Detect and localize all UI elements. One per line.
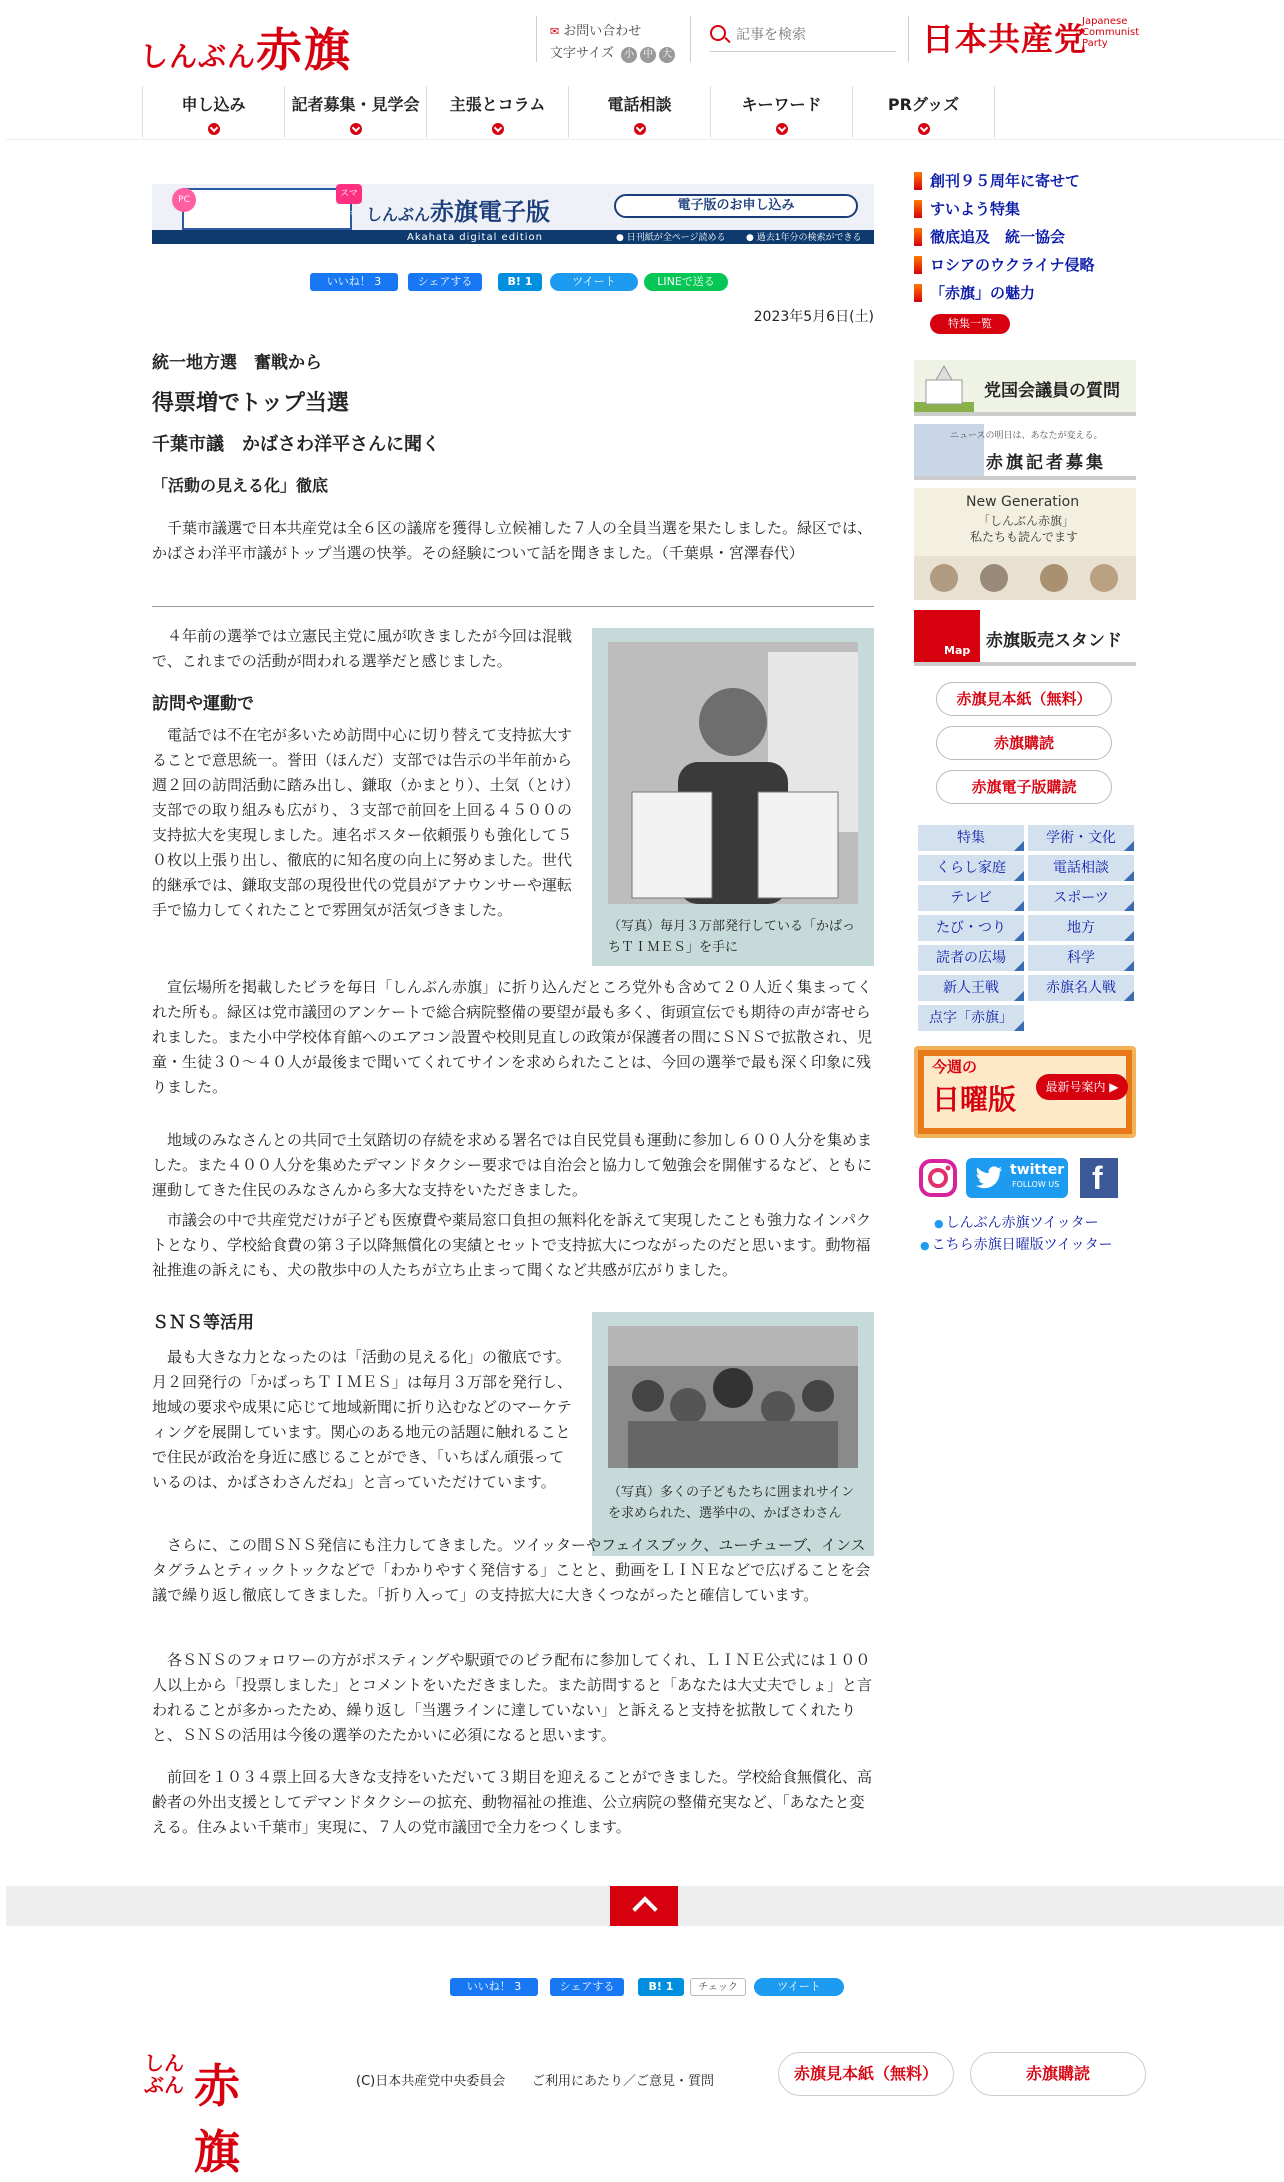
line-share-button[interactable]: LINEで送る: [644, 273, 728, 291]
font-size-selector: [550, 42, 675, 63]
chevron-down-icon: [350, 123, 362, 135]
banner-label: 党国会議員の質問: [984, 381, 1120, 401]
banner-subtitle: 私たちも読んでます: [970, 530, 1079, 544]
footer-subscribe-button[interactable]: 赤旗購読: [970, 2052, 1146, 2096]
photo-box: [592, 628, 874, 966]
facebook-icon[interactable]: f: [1080, 1158, 1118, 1198]
header-divider: [908, 16, 909, 62]
digital-subscribe-side-button[interactable]: 赤旗電子版購読: [936, 770, 1112, 804]
chevron-down-icon: [918, 123, 930, 135]
category-sports[interactable]: スポーツ: [1028, 885, 1134, 911]
banner-note: ● 日刊紙が全ページ読める: [616, 233, 726, 243]
mail-icon: ✉: [550, 25, 560, 38]
nav-label: 申し込み: [181, 95, 246, 114]
smartphone-badge: スマホ: [336, 184, 362, 204]
sidebar-link-unification-church[interactable]: 徹底追及 統一協会: [914, 226, 1065, 250]
search-box: [710, 22, 896, 52]
party-name-en: Japanese Communist Party: [1082, 16, 1140, 49]
category-household[interactable]: くらし家庭: [918, 855, 1024, 881]
nav-item-phone-consult[interactable]: [568, 86, 710, 138]
chevron-down-icon: [492, 123, 504, 135]
pc-badge: PC: [172, 188, 196, 212]
hatena-bookmark-button[interactable]: B! 1: [498, 273, 542, 291]
contact-link[interactable]: [550, 20, 641, 39]
mixi-check-button[interactable]: チェック: [690, 1978, 746, 1996]
banner-title: しんぶん赤旗電子版: [366, 198, 551, 226]
article-subhead-2: 「活動の見える化」徹底: [152, 476, 329, 495]
photo-caption: （写真）多くの子どもたちに囲まれサインを求められた、選挙中の、かばさわさん: [608, 1485, 855, 1521]
logo-big-text: 赤旗: [194, 2059, 240, 2179]
device-illustration: [182, 188, 352, 230]
nav-divider: [994, 86, 995, 138]
category-shinjin-oh[interactable]: 新人王戦: [918, 975, 1024, 1001]
digital-subscribe-button[interactable]: 電子版のお申し込み: [614, 194, 858, 218]
section-heading: ＳＮＳ等活用: [152, 1313, 254, 1333]
article-paragraph: 各ＳＮＳのフォロワーの方がポスティングや駅頭でのビラ配布に参加してくれ、ＬＩＮＥ公式には１００人以上から「投票しました」とコメントをいただきました。また訪問すると「あなたは大丈夫でしょ」と言われることが多かったため、繰り返し「当選ラインに達していない」と訴えると支持を拡散してくれたりと、ＳＮＳの活用は今後の選挙のたたかいに必須になると思います。: [152, 1651, 873, 1744]
sidebar-link-wednesday[interactable]: すいよう特集: [914, 198, 1020, 222]
article-subhead: 千葉市議 かばさわ洋平さんに聞く: [152, 434, 440, 455]
reporter-recruit-banner[interactable]: [914, 424, 1136, 480]
nav-item-keywords[interactable]: [710, 86, 852, 138]
banner-note: ● 過去1年分の検索ができる: [746, 233, 862, 243]
sales-stand-banner[interactable]: [914, 610, 1136, 666]
nav-label: PRグッズ: [887, 95, 960, 114]
photo-box: [592, 1312, 874, 1556]
akahata-twitter-link[interactable]: ● しんぶん赤旗ツイッター: [934, 1212, 1099, 1232]
contact-label: お問い合わせ: [563, 24, 642, 39]
article-paragraph: 宣伝場所を掲載したビラを毎日「しんぶん赤旗」に折り込んだところ党外も含めて２０人近く集まってくれた所も。緑区は党市議団のアンケートで総合病院整備の要望が最も多く、街頭宣伝でも期待の声が寄せられました。また小中学校体育館へのエアコン設置や校則見直しの政策が保護者の間にＳＮＳで拡散され、児童・生徒３０～４０人が最後まで聞いてくれてサインを求められたことは、今回の選挙で最も深く印象に残りました。: [152, 978, 873, 1096]
terms-link[interactable]: ご利用にあたり／ご意見・質問: [532, 2074, 715, 2089]
nav-item-recruit[interactable]: [284, 86, 426, 138]
site-header: [0, 0, 1284, 78]
article-paragraph: 電話では不在宅が多いため訪問中心に切り替えて支持拡大することで意思統一。誉田（ほんだ）支部では告示の半年前から週２回の訪問活動に踏み出し、鎌取（かまとり）、土気（とけ）支部での取り組みも広がり、３支部で前回を上回る４５００の支持拡大を実現しました。連名ポスター依頼張りも強化して５０枚以上張り出し、徹底的に知名度の向上に努めました。世代的継承では、鎌取支部の現役世代の党員がアナウンサーや運転手で協力してくれたことで雰囲気が活気づきました。: [152, 726, 573, 919]
sunday-title: 日曜版: [932, 1083, 1017, 1116]
logo-small-text: しんぶん: [144, 2051, 184, 2097]
article-date: 2023年5月6日(土): [753, 309, 874, 325]
nav-label: 電話相談: [607, 95, 672, 114]
readers-photos: [914, 556, 1136, 600]
chevron-down-icon: [634, 123, 646, 135]
sidebar-link-95th[interactable]: 創刊９５周年に寄せて: [914, 170, 1080, 194]
category-local[interactable]: 地方: [1028, 915, 1134, 941]
diet-questions-banner[interactable]: [914, 360, 1136, 416]
hatena-bookmark-button[interactable]: B! 1: [638, 1978, 684, 1996]
logo-big-text: 赤旗: [256, 23, 353, 77]
chevron-down-icon: [776, 123, 788, 135]
banner-tagline: ニュースの明日は、あなたが変える。: [950, 431, 1103, 441]
facebook-like-button[interactable]: いいね！ 3: [450, 1978, 538, 1996]
article-paragraph: さらに、この間ＳＮＳ発信にも注力してきました。ツイッターやフェイスブック、ユーチューブ、インスタグラムとティックトックなどで「わかりやすく発信する」ことと、動画をＬＩＮＥなどで広げることを会議で繰り返し徹底してきました。「折り入って」の支持拡大に大きくつながったと確信しています。: [152, 1536, 871, 1604]
category-academic-culture[interactable]: 学術・文化: [1028, 825, 1134, 851]
nav-bottom-line: [6, 139, 1284, 140]
back-to-top-button[interactable]: [610, 1886, 678, 1926]
diet-building-icon: [914, 360, 974, 416]
nav-item-pr-goods[interactable]: [852, 86, 994, 138]
new-generation-banner[interactable]: [914, 488, 1136, 600]
header-divider: [690, 16, 691, 62]
logo-small-text: しんぶん: [140, 40, 257, 73]
category-readers[interactable]: 読者の広場: [918, 945, 1024, 971]
article-paragraph: 最も大きな力となったのは「活動の見える化」の徹底です。月２回発行の「かばっちＴＩＭＥＳ」は毎月３万部を発行し、地域の要求や成果に応じて地域新聞に折り込むなどのマーケティングを展開しています。関心のある地元の話題に触れることで住民が政治を身近に感じることができ、「いちばん頑張っているのは、かばさわさんだね」と言っていただけています。: [152, 1348, 573, 1491]
article-paragraph: 前回を１０３４票上回る大きな支持をいただいて３期目を迎えることができました。学校給食無償化、高齢者の外出支援としてデマンドタクシーの拡充、動物福祉の推進、公立病院の整備充実など、「あなたと変える。住みよい千葉市」実現に、７人の党市議団で全力をつくします。: [152, 1768, 873, 1836]
category-travel-fishing[interactable]: たび・つり: [918, 915, 1024, 941]
category-feature[interactable]: 特集: [918, 825, 1024, 851]
latest-issue-button[interactable]: 最新号案内 ▶: [1036, 1074, 1128, 1100]
article-kicker: 統一地方選 奮戦から: [152, 353, 322, 373]
category-phone-consult[interactable]: 電話相談: [1028, 855, 1134, 881]
font-size-medium-button[interactable]: 中: [640, 47, 656, 63]
article-headline: 得票増でトップ当選: [152, 391, 349, 416]
instagram-icon[interactable]: [918, 1158, 958, 1198]
sample-paper-button[interactable]: 赤旗見本紙（無料）: [936, 682, 1112, 716]
party-logo[interactable]: [922, 14, 1140, 60]
banner-title: New Generation: [966, 494, 1080, 510]
tweet-button[interactable]: ツイート: [754, 1978, 844, 1996]
map-icon: Map: [914, 610, 980, 666]
nav-item-columns[interactable]: [426, 86, 568, 138]
site-logo[interactable]: [140, 14, 352, 80]
sunday-twitter-link[interactable]: ● こちら赤旗日曜版ツイッター: [920, 1234, 1113, 1254]
article-paragraph: 市議会の中で共産党だけが子ども医療費や薬局窓口負担の無料化を訴えて実現したことも強力なインパクトとなり、学校給食費の第３子以降無償化の実績とセットで支持拡大につながったのだと思います。動物福祉推進の訴えにも、犬の散歩中の人たちが立ち止まって聞くなど共感が広がりました。: [152, 1211, 871, 1279]
divider: [152, 606, 874, 607]
footer-sample-paper-button[interactable]: 赤旗見本紙（無料）: [778, 2052, 954, 2096]
photo-caption: （写真）毎月３万部発行している「かばっちＴＩＭＥＳ」を手に: [608, 919, 856, 955]
banner-label: 赤旗記者募集: [986, 453, 1106, 473]
subscribe-button[interactable]: 赤旗購読: [936, 726, 1112, 760]
section-heading: 訪問や運動で: [152, 694, 254, 714]
sunday-label: 今週の: [932, 1058, 978, 1076]
facebook-share-button[interactable]: シェアする: [550, 1978, 624, 1996]
article-paragraph: ４年前の選挙では立憲民主党に風が吹きましたが今回は混戦で、これまでの活動が問われる選挙だと感じました。: [152, 627, 573, 670]
font-size-small-button[interactable]: 小: [621, 47, 637, 63]
digital-edition-banner[interactable]: [152, 184, 874, 244]
banner-label: 赤旗販売スタンド: [986, 631, 1122, 651]
font-size-large-button[interactable]: 大: [659, 47, 675, 63]
facebook-share-button[interactable]: シェアする: [408, 273, 482, 291]
twitter-follow-icon[interactable]: twitter FOLLOW US: [966, 1158, 1068, 1198]
search-icon[interactable]: [710, 25, 726, 41]
party-name-jp: 日本共産党: [922, 20, 1088, 58]
chevron-down-icon: [208, 123, 220, 135]
sidebar-link-ukraine[interactable]: ロシアのウクライナ侵略: [914, 254, 1095, 278]
category-meijin[interactable]: 赤旗名人戦: [1028, 975, 1134, 1001]
banner-subtitle: 「しんぶん赤旗」: [978, 514, 1075, 528]
category-tv[interactable]: テレビ: [918, 885, 1024, 911]
candidate-photo: [608, 642, 858, 904]
sunday-edition-banner[interactable]: [914, 1046, 1136, 1138]
tweet-button[interactable]: ツイート: [550, 273, 638, 291]
nav-label: キーワード: [741, 95, 822, 114]
font-size-label: 文字サイズ: [550, 46, 614, 61]
nav-label: 記者募集・見学会: [291, 95, 420, 114]
category-science[interactable]: 科学: [1028, 945, 1134, 971]
article-paragraph: 地域のみなさんとの共同で土気踏切の存続を求める署名では自民党員も運動に参加し６００人分を集めました。また４００人分を集めたデマンドタクシー要求では自治会と協力して勉強会を開催するなど、ともに運動してきた住民のみなさんから多大な支持をいただきました。: [152, 1131, 873, 1199]
banner-subtitle: Akahata digital edition: [407, 232, 543, 243]
facebook-like-button[interactable]: いいね！ 3: [310, 273, 398, 291]
article-lead: 千葉市議選で日本共産党は全６区の議席を獲得し立候補した７人の全員当選を果たしました。緑区では、かばさわ洋平市議がトップ当選の快挙。その経験について話を聞きました。（千葉県・宮澤春代）: [152, 519, 873, 562]
nav-item-subscribe[interactable]: [142, 86, 284, 138]
category-braille[interactable]: 点字「赤旗」: [918, 1005, 1024, 1031]
campaign-photo: [608, 1326, 858, 1468]
special-list-button[interactable]: 特集一覧: [930, 314, 1010, 334]
sidebar-link-akahata-appeal[interactable]: 「赤旗」の魅力: [914, 282, 1035, 306]
header-divider: [536, 16, 537, 62]
copyright-text: (C)日本共産党中央委員会: [356, 2074, 506, 2089]
nav-label: 主張とコラム: [449, 95, 546, 114]
search-input[interactable]: [734, 26, 894, 44]
